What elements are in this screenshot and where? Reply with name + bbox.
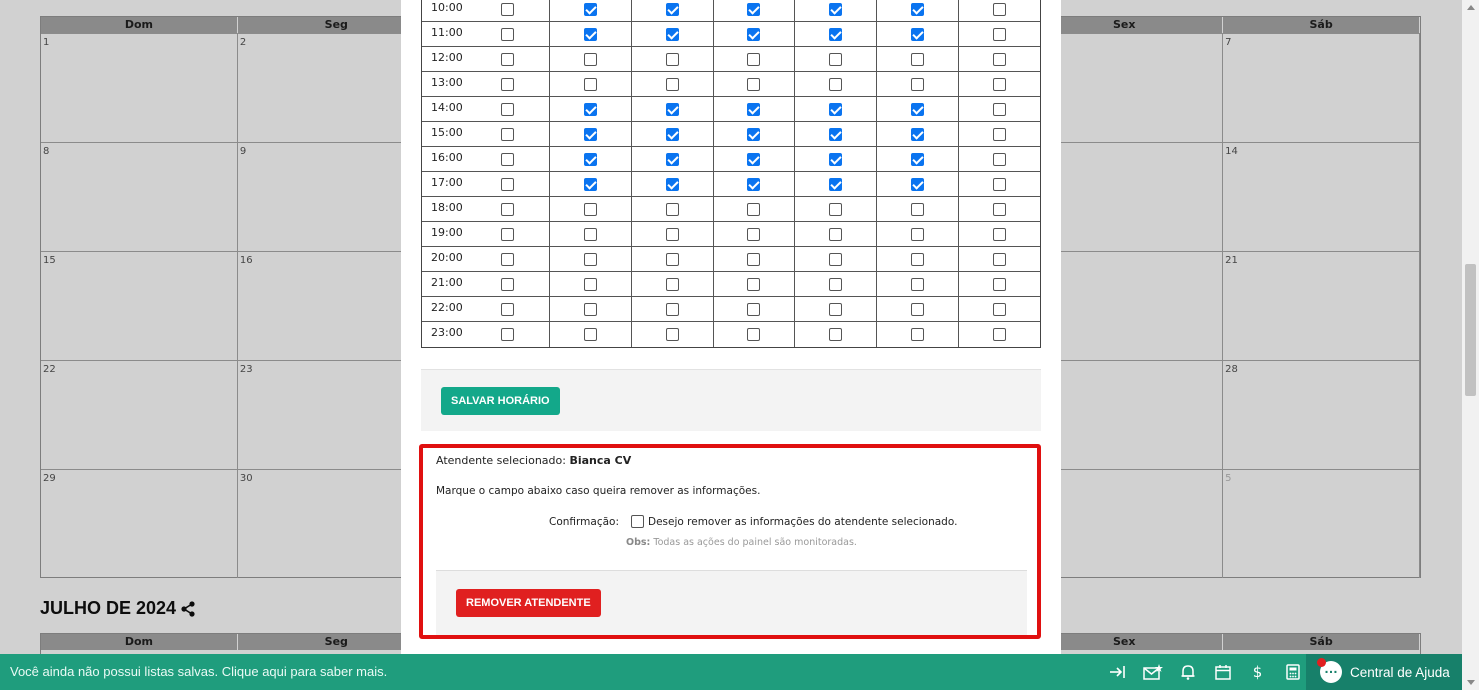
schedule-cell [467,247,549,271]
month-title-text: JULHO DE 2024 [40,598,177,618]
schedule-checkbox[interactable] [829,78,842,91]
schedule-checkbox[interactable] [747,228,760,241]
save-bar [421,369,1041,431]
schedule-cell [713,147,795,171]
schedule-cell [713,122,795,146]
schedule-cell [958,322,1040,347]
schedule-cell [549,197,631,221]
confirmation-text: Desejo remover as informações do atendente selecionado. [648,515,958,528]
schedule-checkbox[interactable] [829,228,842,241]
schedule-cell [549,172,631,196]
weekday-header-cell: Seg [238,17,436,33]
schedule-checkbox[interactable] [584,178,597,191]
schedule-checkbox[interactable] [911,153,924,166]
schedule-cell [794,0,876,21]
schedule-checkbox[interactable] [584,253,597,266]
schedule-cell [876,22,958,46]
schedule-checkbox[interactable] [911,28,924,41]
calendar-icon[interactable] [1205,654,1240,690]
schedule-checkbox[interactable] [501,28,514,41]
schedule-cell [549,47,631,71]
schedule-cell [631,222,713,246]
time-label: 19:00 [431,226,463,239]
time-label: 18:00 [431,201,463,214]
schedule-cell [467,0,549,21]
schedule-cell [794,97,876,121]
time-label: 11:00 [431,26,463,39]
schedule-cell [467,297,549,321]
schedule-cell [631,272,713,296]
monitoring-note [626,537,857,548]
schedule-cell [876,0,958,21]
dollar-icon[interactable]: $ [1252,663,1263,681]
time-label: 17:00 [431,176,463,189]
schedule-cell [958,22,1040,46]
schedule-cell [549,122,631,146]
schedule-checkbox[interactable] [584,103,597,116]
bottom-toolbar [1100,654,1310,690]
schedule-checkbox[interactable] [747,178,760,191]
schedule-cell [467,147,549,171]
schedule-checkbox[interactable] [584,328,597,341]
schedule-cell [713,97,795,121]
weekday-header-cell: Seg [238,634,436,650]
schedule-cell [713,322,795,347]
schedule-cell [631,72,713,96]
mail-star-icon[interactable] [1135,654,1170,690]
schedule-cell [713,197,795,221]
time-label: 16:00 [431,151,463,164]
schedule-checkbox[interactable] [747,103,760,116]
schedule-row [422,172,1040,197]
schedule-cell [876,47,958,71]
saved-lists-message[interactable]: Você ainda não possui listas salvas. Clique aqui para saber mais. [10,664,388,679]
calendar-day-cell[interactable]: 28 [1223,361,1420,469]
schedule-cell [549,0,631,21]
schedule-checkbox[interactable] [666,328,679,341]
time-label: 20:00 [431,251,463,264]
page-scrollbar[interactable] [1462,0,1479,690]
schedule-checkbox[interactable] [584,128,597,141]
schedule-cell [467,197,549,221]
schedule-checkbox[interactable] [666,203,679,216]
calendar-day-cell[interactable]: 23 [238,361,436,469]
time-label: 22:00 [431,301,463,314]
schedule-checkbox[interactable] [584,228,597,241]
schedule-checkbox[interactable] [993,328,1006,341]
schedule-checkbox[interactable] [501,153,514,166]
selected-attendant-name: Bianca CV [569,454,632,467]
help-center-label: Central de Ajuda [1350,664,1450,680]
schedule-checkbox[interactable] [584,53,597,66]
selected-attendant [436,454,631,467]
weekday-header-cell: Sáb [1223,17,1420,33]
schedule-checkbox[interactable] [911,3,924,16]
calendar-day-cell[interactable]: 14 [1223,143,1420,251]
schedule-cell [876,172,958,196]
weekday-header-cell: Sex [1026,634,1223,650]
calendar-day-cell[interactable]: 30 [238,470,436,578]
schedule-checkbox[interactable] [501,303,514,316]
schedule-checkbox[interactable] [911,328,924,341]
remove-attendant-button[interactable]: REMOVER ATENDENTE [456,589,601,617]
schedule-row [422,22,1040,47]
schedule-cell [794,72,876,96]
schedule-checkbox[interactable] [993,28,1006,41]
schedule-cell [549,322,631,347]
schedule-cell [794,197,876,221]
schedule-checkbox[interactable] [584,303,597,316]
schedule-checkbox[interactable] [747,153,760,166]
calendar-day-cell[interactable]: 16 [238,252,436,360]
schedule-cell [467,322,549,347]
calendar-day-cell[interactable]: 1 [41,34,238,142]
bell-icon[interactable] [1170,654,1205,690]
weekday-header-cell: Dom [41,634,238,650]
schedule-cell [631,172,713,196]
scroll-up-arrow-icon[interactable] [1467,5,1475,10]
schedule-cell [549,222,631,246]
schedule-cell [631,322,713,347]
schedule-checkbox[interactable] [666,53,679,66]
schedule-checkbox[interactable] [829,103,842,116]
schedule-cell [631,197,713,221]
schedule-checkbox[interactable] [666,28,679,41]
schedule-cell [876,147,958,171]
schedule-cell [958,197,1040,221]
schedule-cell [958,47,1040,71]
schedule-cell [876,122,958,146]
selected-attendant-label: Atendente selecionado: [436,454,566,467]
schedule-checkbox[interactable] [993,303,1006,316]
schedule-checkbox[interactable] [747,303,760,316]
schedule-cell [467,222,549,246]
schedule-checkbox[interactable] [993,253,1006,266]
schedule-checkbox[interactable] [747,128,760,141]
schedule-cell [549,247,631,271]
obs-label: Obs: [626,537,651,548]
schedule-cell [958,247,1040,271]
remove-attendant-section [419,444,1041,639]
schedule-cell [958,97,1040,121]
schedule-cell [876,222,958,246]
schedule-cell [631,247,713,271]
schedule-checkbox[interactable] [993,103,1006,116]
schedule-checkbox[interactable] [666,228,679,241]
schedule-cell [794,172,876,196]
schedule-checkbox[interactable] [501,178,514,191]
schedule-checkbox[interactable] [584,3,597,16]
schedule-row [422,297,1040,322]
calendar-day-cell[interactable]: 5 [1223,470,1420,578]
schedule-row [422,0,1040,22]
schedule-checkbox[interactable] [829,328,842,341]
schedule-checkbox[interactable] [501,228,514,241]
schedule-checkbox[interactable] [911,103,924,116]
schedule-cell [958,72,1040,96]
schedule-row [422,222,1040,247]
schedule-checkbox[interactable] [501,128,514,141]
obs-text: Todas as ações do painel são monitoradas. [653,537,857,548]
schedule-cell [794,322,876,347]
schedule-checkbox[interactable] [911,178,924,191]
schedule-checkbox[interactable] [501,278,514,291]
time-label: 21:00 [431,276,463,289]
schedule-checkbox[interactable] [911,203,924,216]
schedule-cell [794,47,876,71]
schedule-cell [549,272,631,296]
schedule-checkbox[interactable] [911,53,924,66]
save-schedule-button[interactable]: SALVAR HORÁRIO [441,387,560,415]
schedule-cell [549,147,631,171]
schedule-checkbox[interactable] [993,78,1006,91]
schedule-cell [794,247,876,271]
schedule-checkbox[interactable] [666,178,679,191]
schedule-cell [549,97,631,121]
schedule-row [422,322,1040,347]
schedule-cell [631,0,713,21]
help-center-button[interactable] [1306,654,1462,690]
scroll-down-arrow-icon[interactable] [1467,680,1475,685]
schedule-cell [631,47,713,71]
calendar-day-cell[interactable]: 22 [41,361,238,469]
confirm-remove-checkbox[interactable] [631,515,644,528]
schedule-row [422,197,1040,222]
schedule-cell [794,122,876,146]
calendar-day-cell[interactable]: 8 [41,143,238,251]
schedule-cell [631,122,713,146]
schedule-cell [958,172,1040,196]
schedule-checkbox[interactable] [829,303,842,316]
schedule-cell [794,22,876,46]
schedule-checkbox[interactable] [666,278,679,291]
schedule-grid [421,0,1041,348]
schedule-checkbox[interactable] [829,278,842,291]
schedule-row [422,47,1040,72]
schedule-cell [713,222,795,246]
weekday-header-cell: Dom [41,17,238,33]
schedule-cell [958,122,1040,146]
schedule-cell [713,0,795,21]
schedule-cell [794,147,876,171]
schedule-checkbox[interactable] [911,78,924,91]
schedule-cell [467,172,549,196]
schedule-checkbox[interactable] [747,53,760,66]
schedule-checkbox[interactable] [911,303,924,316]
schedule-checkbox[interactable] [501,203,514,216]
remove-bar [436,570,1027,635]
time-label: 15:00 [431,126,463,139]
calendar-day-cell[interactable]: 7 [1223,34,1420,142]
schedule-checkbox[interactable] [993,228,1006,241]
schedule-checkbox[interactable] [666,303,679,316]
schedule-row [422,72,1040,97]
schedule-checkbox[interactable] [584,278,597,291]
schedule-checkbox[interactable] [501,53,514,66]
schedule-cell [713,47,795,71]
schedule-cell [467,22,549,46]
weekday-header-cell: Sáb [1223,634,1420,650]
schedule-row [422,97,1040,122]
schedule-row [422,247,1040,272]
schedule-cell [794,297,876,321]
bottom-bar [0,654,1462,690]
schedule-cell [713,72,795,96]
schedule-checkbox[interactable] [747,3,760,16]
schedule-cell [713,22,795,46]
schedule-cell [713,172,795,196]
schedule-cell [876,297,958,321]
schedule-cell [876,247,958,271]
calendar-day-cell[interactable]: 21 [1223,252,1420,360]
schedule-checkbox[interactable] [829,28,842,41]
schedule-checkbox[interactable] [911,128,924,141]
schedule-checkbox[interactable] [747,328,760,341]
schedule-cell [467,47,549,71]
schedule-checkbox[interactable] [584,203,597,216]
schedule-row [422,122,1040,147]
schedule-checkbox[interactable] [666,103,679,116]
schedule-cell [876,72,958,96]
schedule-checkbox[interactable] [747,28,760,41]
time-label: 13:00 [431,76,463,89]
schedule-cell [876,197,958,221]
time-label: 23:00 [431,326,463,339]
schedule-checkbox[interactable] [829,153,842,166]
schedule-checkbox[interactable] [829,128,842,141]
schedule-cell [713,297,795,321]
schedule-cell [631,297,713,321]
schedule-checkbox[interactable] [829,3,842,16]
schedule-modal [401,0,1061,687]
schedule-checkbox[interactable] [829,178,842,191]
schedule-cell [876,272,958,296]
schedule-row [422,147,1040,172]
schedule-cell [467,272,549,296]
schedule-checkbox[interactable] [911,278,924,291]
schedule-checkbox[interactable] [666,128,679,141]
schedule-checkbox[interactable] [993,3,1006,16]
schedule-checkbox[interactable] [584,153,597,166]
schedule-cell [713,272,795,296]
schedule-checkbox[interactable] [993,203,1006,216]
schedule-checkbox[interactable] [747,203,760,216]
remove-instruction: Marque o campo abaixo caso queira remover as informações. [436,485,761,497]
schedule-cell [549,72,631,96]
schedule-cell [467,72,549,96]
schedule-cell [958,272,1040,296]
schedule-cell [549,22,631,46]
schedule-checkbox[interactable] [666,78,679,91]
confirmation-label: Confirmação: [549,515,619,528]
schedule-checkbox[interactable] [829,253,842,266]
calendar-day-cell[interactable]: 2 [238,34,436,142]
schedule-cell [631,147,713,171]
schedule-checkbox[interactable] [584,28,597,41]
schedule-checkbox[interactable] [666,153,679,166]
scroll-thumb[interactable] [1465,264,1476,396]
schedule-cell [549,297,631,321]
collapse-arrow-icon[interactable] [1100,654,1135,690]
schedule-checkbox[interactable] [993,53,1006,66]
schedule-checkbox[interactable] [584,78,597,91]
time-label: 10:00 [431,1,463,14]
schedule-checkbox[interactable] [666,3,679,16]
schedule-cell [958,297,1040,321]
schedule-checkbox[interactable] [993,178,1006,191]
confirmation-row [549,515,957,528]
schedule-row [422,272,1040,297]
calculator-icon[interactable] [1275,654,1310,690]
schedule-cell [876,322,958,347]
notification-dot [1317,658,1326,667]
schedule-checkbox[interactable] [747,278,760,291]
schedule-checkbox[interactable] [993,278,1006,291]
schedule-checkbox[interactable] [993,128,1006,141]
schedule-checkbox[interactable] [501,328,514,341]
schedule-cell [713,247,795,271]
schedule-checkbox[interactable] [501,3,514,16]
schedule-cell [794,272,876,296]
schedule-checkbox[interactable] [747,253,760,266]
schedule-cell [631,22,713,46]
calendar-day-cell[interactable]: 15 [41,252,238,360]
schedule-cell [467,122,549,146]
schedule-cell [794,222,876,246]
schedule-cell [631,97,713,121]
weekday-header-cell: Sex [1026,17,1223,33]
schedule-checkbox[interactable] [501,253,514,266]
schedule-cell [876,97,958,121]
schedule-checkbox[interactable] [911,228,924,241]
schedule-checkbox[interactable] [993,153,1006,166]
schedule-cell [958,147,1040,171]
schedule-checkbox[interactable] [666,253,679,266]
schedule-cell [467,97,549,121]
calendar-day-cell[interactable]: 9 [238,143,436,251]
schedule-checkbox[interactable] [501,103,514,116]
schedule-checkbox[interactable] [747,78,760,91]
schedule-checkbox[interactable] [911,253,924,266]
time-label: 14:00 [431,101,463,114]
schedule-checkbox[interactable] [501,78,514,91]
time-label: 12:00 [431,51,463,64]
calendar-day-cell[interactable]: 29 [41,470,238,578]
schedule-checkbox[interactable] [829,53,842,66]
schedule-cell [958,0,1040,21]
schedule-cell [958,222,1040,246]
schedule-checkbox[interactable] [829,203,842,216]
